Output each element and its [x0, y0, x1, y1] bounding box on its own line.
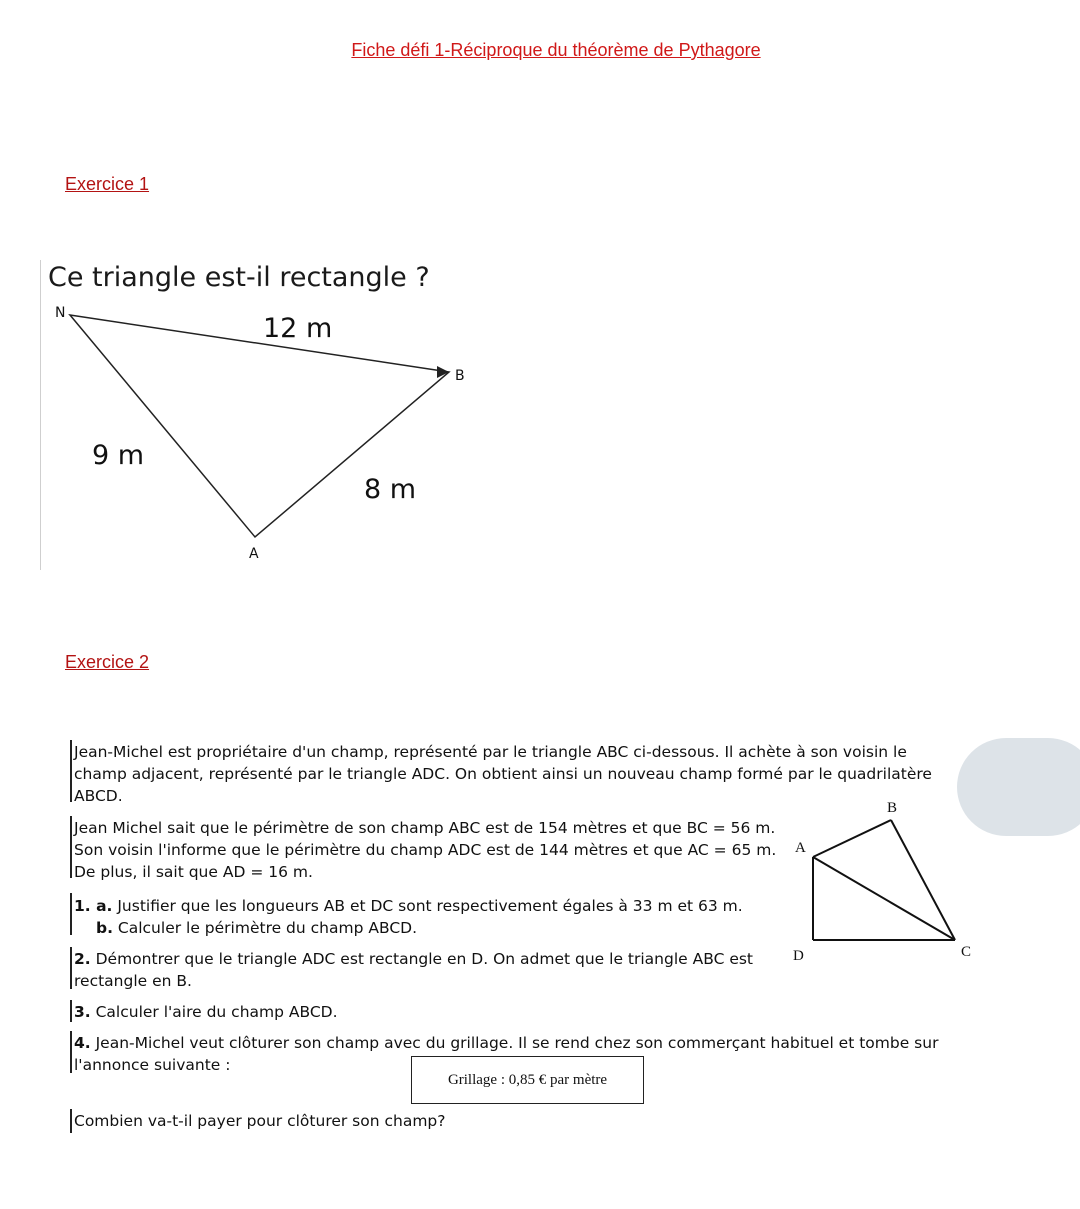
final-question: Combien va-t-il payer pour clôturer son champ? [74, 1112, 446, 1130]
q1-bar [70, 893, 72, 935]
intro-bar [70, 740, 72, 802]
exercise-2-heading: Exercice 2 [65, 652, 150, 672]
side-ab [813, 820, 891, 857]
q1b-text: Calculer le périmètre du champ ABCD. [112, 919, 418, 937]
vertex-b-label: B [455, 368, 465, 384]
q3-number: 3. [74, 1003, 91, 1021]
q1a-text: Justifier que les longueurs AB et DC sont respectivement égales à 33 m et 63 m. [112, 897, 743, 915]
quadrilateral-figure [780, 790, 990, 980]
question-1a [74, 896, 743, 916]
q2-text-line-1: Démontrer que le triangle ADC est rectangle en D. On admet que le triangle ABC est [90, 950, 754, 968]
info-line-1: Jean Michel sait que le périmètre de son champ ABC est de 154 mètres et que BC = 56 m. [74, 819, 776, 837]
question-1b [96, 918, 417, 938]
q3-bar [70, 1000, 72, 1022]
triangle-figure [0, 0, 520, 580]
figure-vertex-d: D [793, 948, 804, 964]
final-bar [70, 1109, 72, 1133]
q4-text-line-2: l'annonce suivante : [74, 1056, 231, 1074]
q1b-number: b. [96, 919, 113, 937]
q2-text-line-2: rectangle en B. [74, 972, 192, 990]
figure-vertex-c: C [961, 944, 972, 960]
question-2 [74, 949, 753, 969]
figure-vertex-a: A [795, 840, 806, 856]
question-4 [74, 1033, 938, 1053]
price-announcement-box: Grillage : 0,85 € par mètre [411, 1056, 644, 1104]
q1a-number: 1. a. [74, 897, 113, 915]
page-title: Fiche défi 1-Réciproque du théorème de Pythagore [351, 40, 761, 60]
info-line-3: De plus, il sait que AD = 16 m. [74, 863, 313, 881]
info-bar [70, 816, 72, 878]
q3-text: Calculer l'aire du champ ABCD. [90, 1003, 338, 1021]
intro-line-2: champ adjacent, représenté par le triangle ADC. On obtient ainsi un nouveau champ formé par le quadrilatère [74, 765, 932, 783]
intro-line-1: Jean-Michel est propriétaire d'un champ, représenté par le triangle ABC ci-dessous. Il achète à son voisin le [74, 743, 907, 761]
q4-number: 4. [74, 1034, 91, 1052]
exercise-1-question: Ce triangle est-il rectangle ? [48, 262, 430, 293]
length-nb-label: 12 m [263, 313, 333, 344]
length-na-label: 9 m [92, 440, 145, 471]
vertex-n-label: N [55, 305, 66, 321]
vertex-a-label: A [249, 546, 259, 562]
question-3 [74, 1002, 338, 1022]
info-line-2: Son voisin l'informe que le périmètre du champ ADC est de 144 mètres et que AC = 65 m. [74, 841, 777, 859]
q4-bar [70, 1031, 72, 1073]
q2-bar [70, 947, 72, 989]
length-ab-label: 8 m [364, 474, 417, 505]
q4-text-line-1: Jean-Michel veut clôturer son champ avec du grillage. Il se rend chez son commerçant habituel et tombe sur [90, 1034, 939, 1052]
figure-vertex-b: B [887, 800, 898, 816]
q2-number: 2. [74, 950, 91, 968]
intro-line-3: ABCD. [74, 787, 123, 805]
exercise-1-heading: Exercice 1 [65, 174, 150, 194]
